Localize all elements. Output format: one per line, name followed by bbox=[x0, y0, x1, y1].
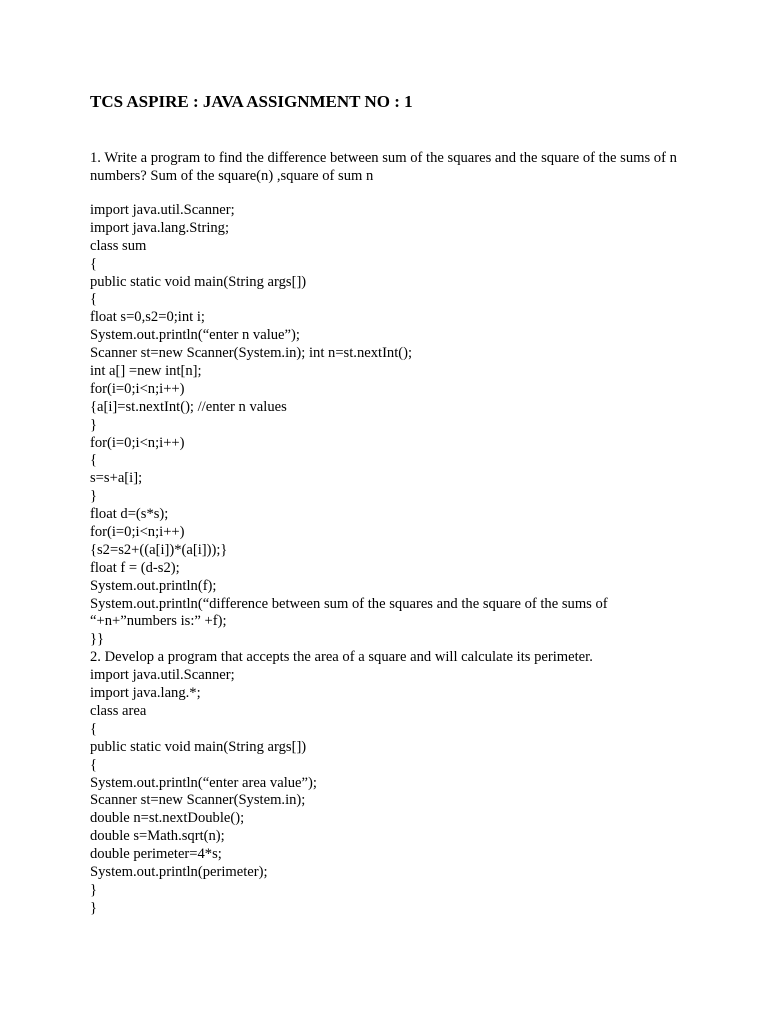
code-line: {a[i]=st.nextInt(); //enter n values bbox=[90, 398, 287, 415]
question-1-text: 1. Write a program to find the difference between sum of the squares and the square of the sums of n numbers? Sum of the square(n) ,square of sum n bbox=[90, 150, 677, 184]
code-line: System.out.println(“enter area value”); bbox=[90, 774, 317, 791]
code-line: float s=0,s2=0;int i; bbox=[90, 309, 205, 326]
code-line: double perimeter=4*s; bbox=[90, 846, 222, 863]
code-line: import java.util.Scanner; bbox=[90, 202, 235, 218]
code-line: float f = (d-s2); bbox=[90, 559, 180, 576]
document-body bbox=[90, 202, 710, 918]
code-line: Scanner st=new Scanner(System.in); bbox=[90, 792, 306, 809]
code-line: {s2=s2+((a[i])*(a[i]));} bbox=[90, 541, 228, 558]
code-line: } bbox=[90, 881, 98, 898]
document-title: TCS ASPIRE : JAVA ASSIGNMENT NO : 1 bbox=[90, 92, 413, 111]
code-line: import java.util.Scanner; bbox=[90, 667, 235, 684]
code-line: 2. Develop a program that accepts the area of a square and will calculate its perimeter. bbox=[90, 649, 593, 666]
code-line: class area bbox=[90, 702, 147, 719]
code-line: import java.lang.*; bbox=[90, 685, 201, 702]
code-line: { bbox=[90, 255, 98, 272]
code-line: System.out.println(“difference between sum of the squares and the square of the sums of bbox=[90, 595, 608, 612]
code-line: }} bbox=[90, 631, 105, 648]
code-line: double s=Math.sqrt(n); bbox=[90, 828, 225, 845]
code-line: s=s+a[i]; bbox=[90, 470, 143, 487]
code-line: float d=(s*s); bbox=[90, 506, 169, 523]
code-line: } bbox=[90, 488, 98, 505]
code-line: import java.lang.String; bbox=[90, 219, 230, 236]
code-line: } bbox=[90, 899, 98, 916]
code-line: } bbox=[90, 416, 98, 433]
code-line: System.out.println(f); bbox=[90, 577, 217, 594]
code-line: public static void main(String args[]) bbox=[90, 738, 307, 755]
code-line: class sum bbox=[90, 237, 147, 254]
code-line: “+n+”numbers is:” +f); bbox=[90, 613, 227, 630]
code-line: for(i=0;i<n;i++) bbox=[90, 380, 185, 397]
code-line: public static void main(String args[]) bbox=[90, 273, 307, 290]
code-line: { bbox=[90, 720, 98, 737]
code-line: System.out.println(“enter n value”); bbox=[90, 327, 300, 344]
code-line: { bbox=[90, 452, 98, 469]
code-line: System.out.println(perimeter); bbox=[90, 863, 268, 880]
code-line: int a[] =new int[n]; bbox=[90, 363, 202, 380]
code-line: for(i=0;i<n;i++) bbox=[90, 434, 185, 451]
code-line: for(i=0;i<n;i++) bbox=[90, 524, 185, 541]
code-line: Scanner st=new Scanner(System.in); int n=st.nextInt(); bbox=[90, 345, 413, 362]
code-line: double n=st.nextDouble(); bbox=[90, 810, 245, 827]
code-line: { bbox=[90, 291, 98, 308]
code-line: { bbox=[90, 756, 98, 773]
